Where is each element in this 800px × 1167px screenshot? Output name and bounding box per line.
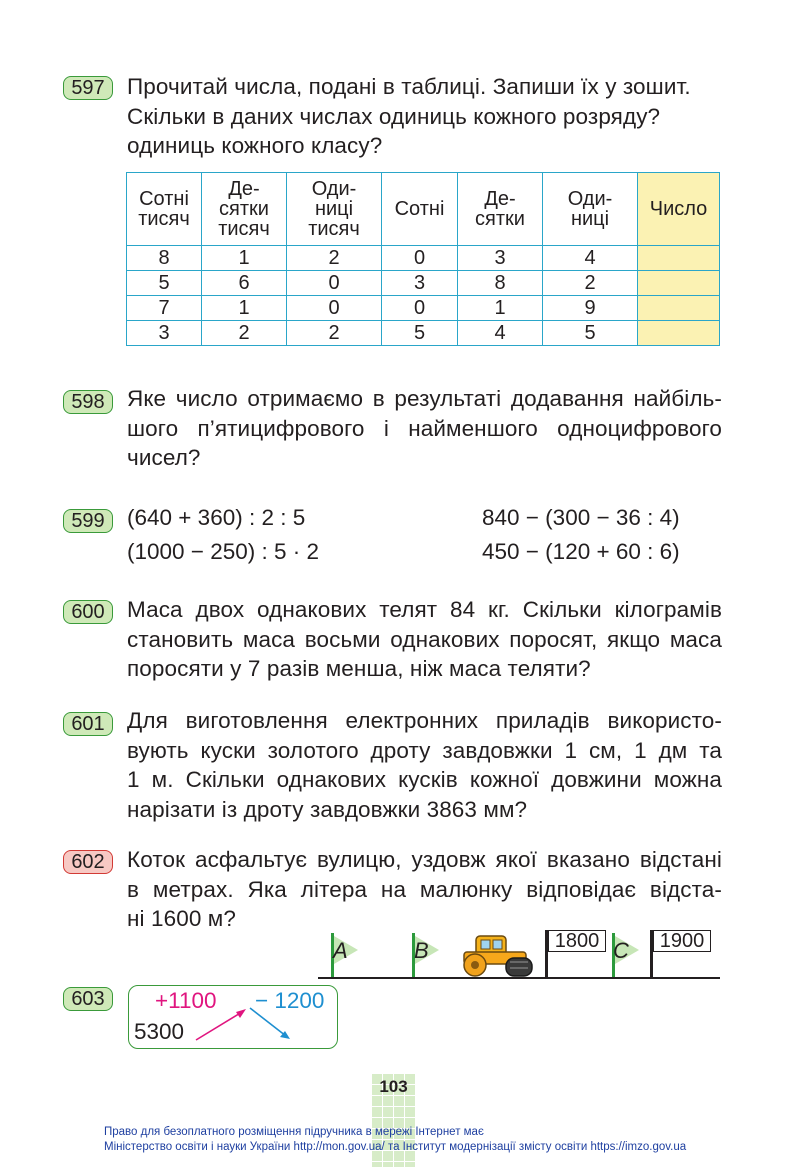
- table-row: [127, 321, 720, 346]
- expression-3: 840 − (300 − 36 : 4): [482, 505, 680, 530]
- page-number: 103: [379, 1077, 408, 1096]
- table-cell: 0: [382, 296, 458, 321]
- table-cell: 2: [543, 271, 638, 296]
- text-line: вують куски золотого дроту завдовжки 1 см, 1 дм та: [127, 737, 722, 763]
- header-units: Оди- ниці: [543, 173, 638, 246]
- start-number: 5300: [134, 1019, 185, 1044]
- exercise-602-text: [127, 845, 722, 934]
- number-cell: [638, 321, 720, 346]
- table-cell: 5: [382, 321, 458, 346]
- exercise-602-number: 602: [63, 850, 113, 874]
- exercise-601-text: [127, 706, 722, 824]
- distance-sign-1800: 1800: [548, 930, 606, 952]
- chain-arrows-icon: [190, 1000, 310, 1050]
- distance-sign-1900: 1900: [653, 930, 711, 952]
- exercise-601-number: 601: [63, 712, 113, 736]
- text-line: чисел?: [127, 445, 201, 470]
- footer-line-2: Міністерство освіти і науки України http://mon.gov.ua/ та Інститут модернізації змісту освіти https://imzo.gov.ua: [104, 1141, 687, 1153]
- text-line: 1 м. Скільки однакових кусків кожної довжини можна: [127, 767, 722, 792]
- table-cell: 4: [458, 321, 543, 346]
- label-b: B: [414, 938, 429, 963]
- table-cell: 8: [127, 246, 202, 271]
- expression-2: (1000 − 250) : 5 · 2: [127, 539, 319, 564]
- text-line: ні 1600 м?: [127, 906, 236, 931]
- table-cell: 9: [543, 296, 638, 321]
- table-cell: 8: [458, 271, 543, 296]
- text-line: Прочитай числа, подані в таблиці. Запиши їх у зошит.: [127, 74, 691, 99]
- table-cell: 5: [127, 271, 202, 296]
- exercise-598-text: [127, 384, 722, 473]
- number-cell: [638, 246, 720, 271]
- header-number: Число: [638, 173, 720, 246]
- header-hundred-thousands: Сотні тисяч: [127, 173, 202, 246]
- table-cell: 1: [458, 296, 543, 321]
- text-line: Для виготовлення електронних приладів використо-: [127, 708, 722, 733]
- exercise-603-number: 603: [63, 987, 113, 1011]
- table-row: [127, 246, 720, 271]
- exercise-599-number: 599: [63, 509, 113, 533]
- table-cell: 3: [382, 271, 458, 296]
- header-ten-thousands: Де- сятки тисяч: [202, 173, 287, 246]
- exercise-598-number: 598: [63, 390, 113, 414]
- table-cell: 1: [202, 296, 287, 321]
- exercise-597-text: [127, 72, 722, 161]
- label-c: C: [613, 938, 629, 963]
- table-cell: 0: [382, 246, 458, 271]
- exercise-600-text: [127, 595, 722, 684]
- footer-line-1: Право для безоплатного розміщення підручника в мережі Інтернет має: [104, 1126, 484, 1138]
- number-cell: [638, 271, 720, 296]
- header-tens: Де- сятки: [458, 173, 543, 246]
- text-line: становить маса восьми однакових поросят, якщо маса: [127, 626, 722, 652]
- place-value-table: [126, 172, 720, 346]
- text-line: поросяти у 7 разів менша, ніж маса теляти?: [127, 656, 591, 681]
- number-cell: [638, 296, 720, 321]
- operation-subtract: − 1200: [255, 988, 325, 1013]
- table-cell: 0: [287, 271, 382, 296]
- table-row: [127, 271, 720, 296]
- table-cell: 3: [127, 321, 202, 346]
- text-line: Скільки в даних числах одиниць кожного розряду?: [127, 103, 661, 129]
- text-line: в метрах. Яка літера на малюнку відповідає відста-: [127, 876, 722, 902]
- table-cell: 0: [287, 296, 382, 321]
- table-cell: 4: [543, 246, 638, 271]
- table-cell: 7: [127, 296, 202, 321]
- table-cell: 6: [202, 271, 287, 296]
- table-cell: 3: [458, 246, 543, 271]
- text-line: Яке число отримаємо в результаті додавання найбіль-: [127, 386, 722, 411]
- text-line: Маса двох однакових телят 84 кг. Скільки кілограмів: [127, 597, 722, 622]
- table-row: [127, 296, 720, 321]
- road-roller-icon: [458, 932, 536, 978]
- table-header-row: [127, 173, 720, 246]
- table-cell: 2: [287, 321, 382, 346]
- table-cell: 1: [202, 246, 287, 271]
- table-cell: 2: [202, 321, 287, 346]
- header-thousands: Оди- ниці тисяч: [287, 173, 382, 246]
- text-line: одиниць кожного класу?: [127, 133, 383, 158]
- expression-1: (640 + 360) : 2 : 5: [127, 505, 306, 530]
- text-line: шого п’ятицифрового і найменшого одноцифрового: [127, 415, 722, 441]
- exercise-600-number: 600: [63, 600, 113, 624]
- operation-add: +1100: [155, 988, 217, 1013]
- expression-4: 450 − (120 + 60 : 6): [482, 539, 680, 564]
- text-line: Коток асфальтує вулицю, уздовж якої вказано відстані: [127, 847, 722, 872]
- text-line: нарізати із дроту завдовжки 3863 мм?: [127, 796, 528, 822]
- header-hundreds: Сотні: [382, 173, 458, 246]
- table-cell: 2: [287, 246, 382, 271]
- exercise-597-number: 597: [63, 76, 113, 100]
- table-cell: 5: [543, 321, 638, 346]
- label-a: A: [333, 938, 348, 963]
